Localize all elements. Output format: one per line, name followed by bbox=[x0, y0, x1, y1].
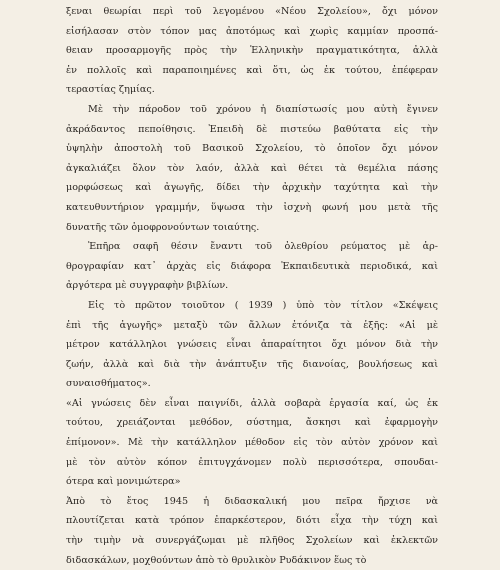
text-line: πλουτίζεται κατὰ τρόπον ἐπαρκέστερον, διότι εἶχα τὴν τύχη καὶ bbox=[66, 515, 438, 527]
text-line: μέτρον κατάλληλοι γνώσεις εἶναι ἀπαραίτητοι ὄχι μόνον διὰ τὴν bbox=[66, 339, 438, 351]
text-line: Ἐπῆρα σαφῆ θέσιν ἔναντι τοῦ ὀλεθρίου ρεύματος μὲ ἀρ- bbox=[88, 241, 438, 253]
text-line: δυνατῆς τῶν ὁμοφρονούντων τοιαύτης. bbox=[66, 221, 260, 233]
text-line: ότερα καὶ μονιμώτερα» bbox=[66, 476, 181, 488]
paragraph bbox=[66, 2, 438, 100]
text-line: τεραστίας ζημίας. bbox=[66, 84, 155, 96]
text-line: συναισθήματος». bbox=[66, 378, 151, 390]
text-line: ἀκράδαντος πεποίθησις. Ἐπειδὴ δὲ πιστεύω βαθύτατα εἰς τὴν bbox=[66, 123, 438, 135]
text-line: Μὲ τὴν πάροδον τοῦ χρόνου ἡ διαπίστωσίς μου αὐτὴ ἔγινεν bbox=[88, 103, 438, 115]
text-line: εἰσήλασαν στὸν τόπον μας ἀποτόμως καὶ χωρὶς καμμίαν προσπά- bbox=[66, 25, 438, 37]
text-line: ἐπίμονον». Μὲ τὴν κατάλληλον μέθοδον εἰς τὸν αὐτὸν χρόνον καὶ bbox=[66, 437, 438, 449]
text-line: ἀργότερα μὲ συγγραφὴν βιβλίων. bbox=[66, 280, 229, 292]
text-line: ἐν πολλοῖς καὶ παραποιημένες καὶ ὅτι, ὡς ἐκ τούτου, ἐπέφεραν bbox=[66, 64, 438, 76]
text-line: τούτου, χρειάζονται μεθόδον, σύστημα, ἄσκησι καὶ ἐφαρμογὴν bbox=[66, 417, 438, 429]
paragraph bbox=[66, 237, 438, 296]
text-line: μὲ τὸν αὐτὸν κόπον ἐπιτυγχάνομεν πολὺ περισσότερα, σπουδαι- bbox=[66, 456, 438, 468]
body-text bbox=[66, 2, 438, 570]
text-line: Εἰς τὸ πρῶτον τοιοῦτον ( 1939 ) ὑπὸ τὸν τίτλον «Σκέψεις bbox=[88, 299, 438, 311]
paragraph bbox=[66, 394, 438, 492]
text-line: ὑψηλὴν ἀποστολὴ τοῦ Βασικοῦ Σχολείου, τὸ ὁποῖον ὄχι μόνον bbox=[66, 143, 438, 155]
text-line: «Αἱ γνώσεις δὲν εἶναι παιγνίδι, ἀλλὰ σοβαρὰ ἐργασία καί, ὡς ἐκ bbox=[66, 397, 438, 409]
text-line: ξεναι θεωρίαι περὶ τοῦ λεγομένου «Νέου Σχολείου», ὄχι μόνον bbox=[66, 6, 438, 17]
text-line: ἀγκαλιάζει ὅλον τὸν λαόν, ἀλλὰ καὶ θέτει τὰ θεμέλια πάσης bbox=[66, 162, 438, 174]
text-line: ζωήν, ἀλλὰ καὶ διὰ τὴν ἀνάπτυξιν τῆς διανοίας, βουλήσεως καὶ bbox=[66, 358, 438, 370]
paragraph bbox=[66, 296, 438, 394]
text-line: τὴν τιμὴν νὰ συνεργάζωμαι μὲ πλῆθος Σχολείων καὶ ἐκλεκτῶν bbox=[66, 535, 438, 547]
paragraph bbox=[66, 492, 438, 570]
text-line: μορφώσεως καὶ ἀγωγῆς, δίδει τὴν ἀρχικὴν ταχύτητα καὶ τὴν bbox=[66, 182, 438, 194]
text-line: θρογραφίαν κατ᾽ ἀρχὰς εἰς διάφορα Ἐκπαιδευτικὰ περιοδικά, καὶ bbox=[66, 260, 438, 272]
text-line: θειαν προσαρμογῆς πρὸς τὴν Ἑλληνικὴν πραγματικότητα, ἀλλὰ bbox=[66, 45, 438, 57]
text-line: κατευθυντήριον γραμμήν, ὕψωσα τὴν ἰσχνὴ φωνή μου μετὰ τῆς bbox=[66, 201, 438, 213]
text-line: διδασκάλων, μοχθούντων ἀπὸ τὸ θρυλικὸν Ρυδάκινον ἕως τὸ bbox=[66, 554, 367, 566]
text-line: ἐπὶ τῆς ἀγωγῆς» μεταξὺ τῶν ἄλλων ἐτόνιζα τὰ ἑξῆς: «Αἱ μὲ bbox=[66, 319, 438, 331]
text-line: Ἀπὸ τὸ ἔτος 1945 ἡ διδασκαλική μου πεῖρα ἤρχισε νὰ bbox=[66, 495, 438, 507]
paragraph bbox=[66, 100, 438, 237]
